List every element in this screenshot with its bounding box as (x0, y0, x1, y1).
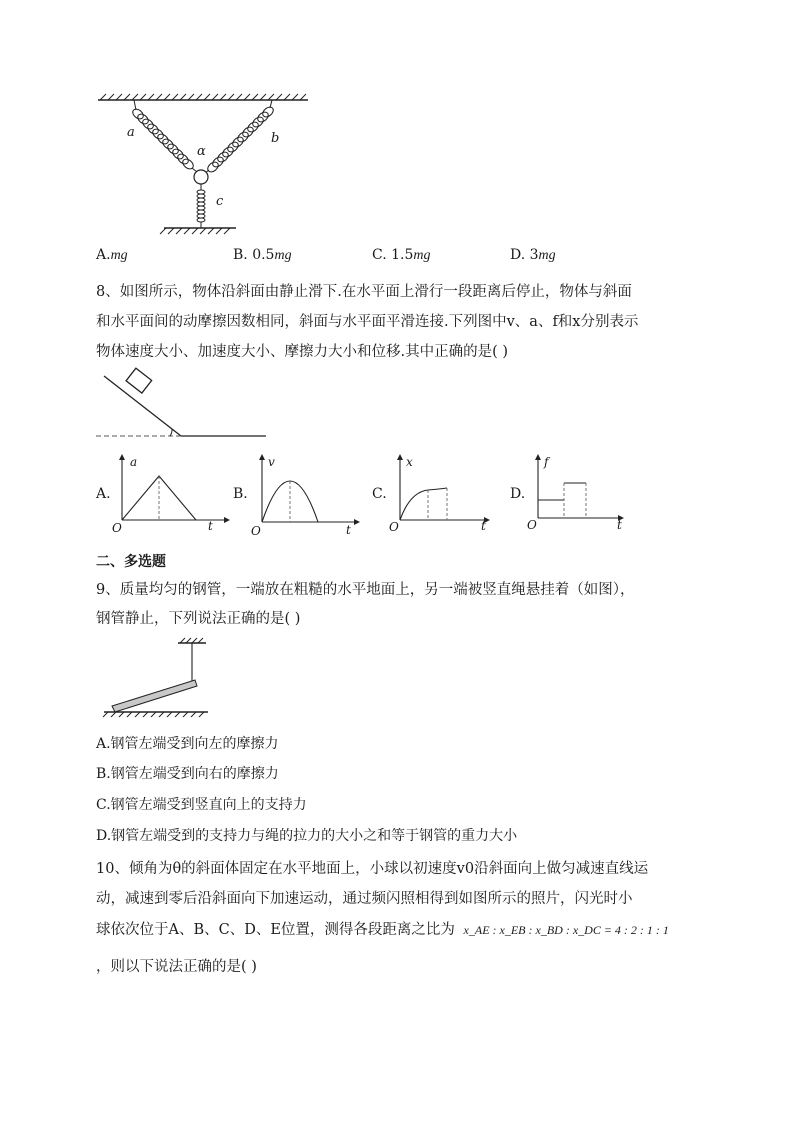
q9-stem-line1: 9、质量均匀的钢管，一端放在粗糙的水平地面上，另一端被竖直绳悬挂着（如图）， (96, 582, 635, 598)
q9-pipe-figure (100, 636, 215, 718)
option-letter: C. 1.5 (372, 247, 414, 263)
q10-stem-line2: 动，减速到零后沿斜面向下加速运动，通过频闪照相得到如图所示的照片，闪光时小 (96, 891, 633, 907)
graph-d-origin: O (527, 518, 537, 532)
q8-incline-figure (96, 370, 271, 442)
q8-stem-line2: 和水平面间的动摩擦因数相同，斜面与水平面平滑连接.下列图中v、a、f和x分别表示 (96, 314, 639, 330)
q8-stem-line1: 8、如图所示，物体沿斜面由静止滑下.在水平面上滑行一段距离后停止，物体与斜面 (96, 284, 632, 300)
graph-a-ylabel: a (130, 455, 138, 469)
option-value: mg (110, 248, 128, 263)
option-letter: B. 0.5 (233, 247, 275, 263)
option-value: mg (538, 248, 556, 263)
section-title-multi-choice: 二、多选题 (96, 554, 166, 570)
q7-option-c[interactable] (372, 247, 431, 264)
q10-stem-line3 (96, 918, 669, 939)
q9-option-d[interactable]: D.钢管左端受到的支持力与绳的拉力的大小之和等于钢管的重力大小 (96, 828, 518, 844)
option-value: mg (413, 248, 431, 263)
q7-option-d[interactable] (510, 247, 556, 264)
option-letter: A. (96, 247, 111, 263)
label-angle-alpha: α (197, 144, 206, 159)
q7-option-b[interactable] (233, 247, 292, 264)
q9-option-a[interactable]: A.钢管左端受到向左的摩擦力 (96, 736, 279, 752)
q7-spring-figure (96, 92, 316, 242)
graph-b-origin: O (251, 524, 261, 538)
q9-option-b[interactable]: B.钢管左端受到向右的摩擦力 (96, 766, 279, 782)
q8-option-b-letter[interactable]: B. (233, 486, 248, 502)
q10-ratio-formula: x_AE : x_EB : x_BD : x_DC = 4 : 2 : 1 : 1 (463, 923, 669, 937)
q9-stem-line2: 钢管静止，下列说法正确的是( ) (96, 611, 301, 627)
graph-c-origin: O (389, 520, 399, 534)
q10-stem-line4: ，则以下说法正确的是( ) (96, 959, 257, 975)
q10-stem-line1: 10、倾角为θ的斜面体固定在水平地面上，小球以初速度v0沿斜面向上做匀减速直线运 (96, 861, 649, 877)
q8-stem-line3: 物体速度大小、加速度大小、摩擦力大小和位移.其中正确的是( ) (96, 344, 509, 360)
option-value: mg (274, 248, 292, 263)
q10-stem-text: 球依次位于A、B、C、D、E位置，测得各段距离之比为 (96, 922, 455, 938)
graph-a-xlabel: t (208, 519, 213, 533)
q9-option-c[interactable]: C.钢管左端受到竖直向上的支持力 (96, 797, 307, 813)
graph-c-ylabel: x (406, 455, 413, 469)
graph-c-xlabel: t (481, 519, 486, 533)
graph-b-ylabel: v (268, 455, 275, 469)
graph-b-xlabel: t (346, 523, 351, 537)
q7-option-a[interactable] (96, 247, 128, 264)
label-spring-a: a (127, 125, 135, 140)
graph-d-xlabel: t (617, 518, 622, 532)
label-spring-b: b (271, 131, 280, 146)
q8-option-a-letter[interactable]: A. (96, 486, 111, 502)
q8-option-d-letter[interactable]: D. (510, 486, 526, 502)
option-letter: D. 3 (510, 247, 539, 263)
graph-a-origin: O (112, 521, 122, 535)
graph-d-ylabel: f (544, 455, 549, 469)
label-spring-c: c (216, 194, 224, 209)
q8-option-c-letter[interactable]: C. (372, 486, 387, 502)
